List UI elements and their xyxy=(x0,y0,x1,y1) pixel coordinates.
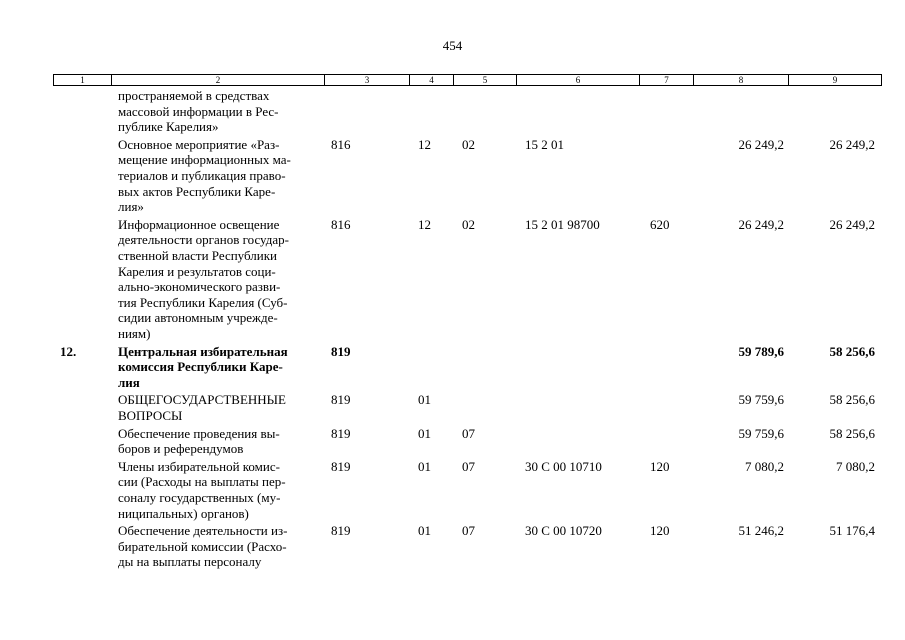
row-name-line: деятельности органов государ- xyxy=(118,232,289,248)
row-number: 12. xyxy=(60,343,77,359)
code-ministry: 819 xyxy=(331,343,351,359)
row-name-line: ально-экономического разви- xyxy=(118,279,281,295)
row-name-line: публике Карелия» xyxy=(118,119,219,135)
amount-year-1: 26 249,2 xyxy=(738,216,784,232)
row-name-line: комиссия Республики Каре- xyxy=(118,359,283,375)
code-section: 12 xyxy=(418,216,431,232)
row-name xyxy=(118,392,323,423)
code-ministry: 819 xyxy=(331,392,351,408)
row-name xyxy=(118,344,323,391)
code-section: 01 xyxy=(418,425,431,441)
row-name-line: ВОПРОСЫ xyxy=(118,407,183,423)
row-name-line: лия» xyxy=(118,199,144,215)
code-ministry: 816 xyxy=(331,136,351,152)
column-header-8: 8 xyxy=(694,75,789,86)
column-header-5: 5 xyxy=(454,75,517,86)
row-name-line: териалов и публикация право- xyxy=(118,167,286,183)
column-header-7: 7 xyxy=(640,75,694,86)
code-ministry: 819 xyxy=(331,458,351,474)
code-section: 01 xyxy=(418,523,431,539)
code-subsection: 07 xyxy=(462,523,475,539)
row-name-line: соналу государственных (му- xyxy=(118,489,281,505)
row-name-line: ственной власти Республики xyxy=(118,247,278,263)
column-header-1: 1 xyxy=(54,75,112,86)
code-target: 30 С 00 10720 xyxy=(525,523,602,539)
row-name-line: Члены избирательной комис- xyxy=(118,458,280,474)
amount-year-2: 7 080,2 xyxy=(836,458,875,474)
row-name-line: Информационное освещение xyxy=(118,216,280,232)
code-ministry: 819 xyxy=(331,523,351,539)
row-name-line: лия xyxy=(118,374,140,390)
code-ministry: 819 xyxy=(331,425,351,441)
row-name-line: ды на выплаты персоналу xyxy=(118,554,262,570)
row-name xyxy=(118,217,323,342)
row-name xyxy=(118,426,323,457)
code-subsection: 07 xyxy=(462,425,475,441)
column-header-4: 4 xyxy=(410,75,454,86)
row-name-line: Основное мероприятие «Раз- xyxy=(118,136,280,152)
amount-year-2: 26 249,2 xyxy=(829,136,875,152)
column-header-2: 2 xyxy=(112,75,325,86)
code-target: 30 С 00 10710 xyxy=(525,458,602,474)
amount-year-2: 58 256,6 xyxy=(829,343,875,359)
amount-year-2: 58 256,6 xyxy=(829,392,875,408)
code-subsection: 02 xyxy=(462,136,475,152)
row-name-line: Обеспечение деятельности из- xyxy=(118,523,288,539)
code-subsection: 02 xyxy=(462,216,475,232)
column-number-header xyxy=(53,74,882,86)
code-section: 01 xyxy=(418,458,431,474)
row-name-line: тия Республики Карелия (Суб- xyxy=(118,294,288,310)
row-name-line: ОБЩЕГОСУДАРСТВЕННЫЕ xyxy=(118,392,286,408)
row-name-line: ниям) xyxy=(118,325,151,341)
code-expense-type: 620 xyxy=(650,216,670,232)
row-name-line: массовой информации в Рес- xyxy=(118,103,279,119)
column-header-3: 3 xyxy=(325,75,410,86)
code-target: 15 2 01 xyxy=(525,136,564,152)
row-name xyxy=(118,459,323,521)
amount-year-1: 59 759,6 xyxy=(738,425,784,441)
amount-year-1: 51 246,2 xyxy=(738,523,784,539)
row-name-line: боров и референдумов xyxy=(118,441,244,457)
amount-year-2: 51 176,4 xyxy=(829,523,875,539)
amount-year-2: 58 256,6 xyxy=(829,425,875,441)
row-name xyxy=(118,137,323,215)
code-section: 12 xyxy=(418,136,431,152)
row-name xyxy=(118,523,323,570)
row-name xyxy=(118,88,323,135)
code-subsection: 07 xyxy=(462,458,475,474)
amount-year-1: 7 080,2 xyxy=(745,458,784,474)
row-name-line: сидии автономным учрежде- xyxy=(118,310,278,326)
row-name-line: Центральная избирательная xyxy=(118,343,288,359)
row-name-line: ниципальных) органов) xyxy=(118,505,249,521)
row-name-line: пространяемой в средствах xyxy=(118,88,270,103)
column-header-6: 6 xyxy=(517,75,640,86)
row-name-line: мещение информационных ма- xyxy=(118,152,291,168)
row-name-line: бирательной комиссии (Расхо- xyxy=(118,538,287,554)
amount-year-1: 59 789,6 xyxy=(738,343,784,359)
amount-year-1: 59 759,6 xyxy=(738,392,784,408)
row-name-line: сии (Расходы на выплаты пер- xyxy=(118,474,286,490)
code-section: 01 xyxy=(418,392,431,408)
row-name-line: вых актов Республики Каре- xyxy=(118,183,276,199)
code-expense-type: 120 xyxy=(650,523,670,539)
row-name-line: Обеспечение проведения вы- xyxy=(118,425,280,441)
column-header-9: 9 xyxy=(789,75,882,86)
amount-year-2: 26 249,2 xyxy=(829,216,875,232)
code-ministry: 816 xyxy=(331,216,351,232)
code-target: 15 2 01 98700 xyxy=(525,216,600,232)
page-number: 454 xyxy=(442,38,463,53)
code-expense-type: 120 xyxy=(650,458,670,474)
amount-year-1: 26 249,2 xyxy=(738,136,784,152)
row-name-line: Карелия и результатов соци- xyxy=(118,263,276,279)
